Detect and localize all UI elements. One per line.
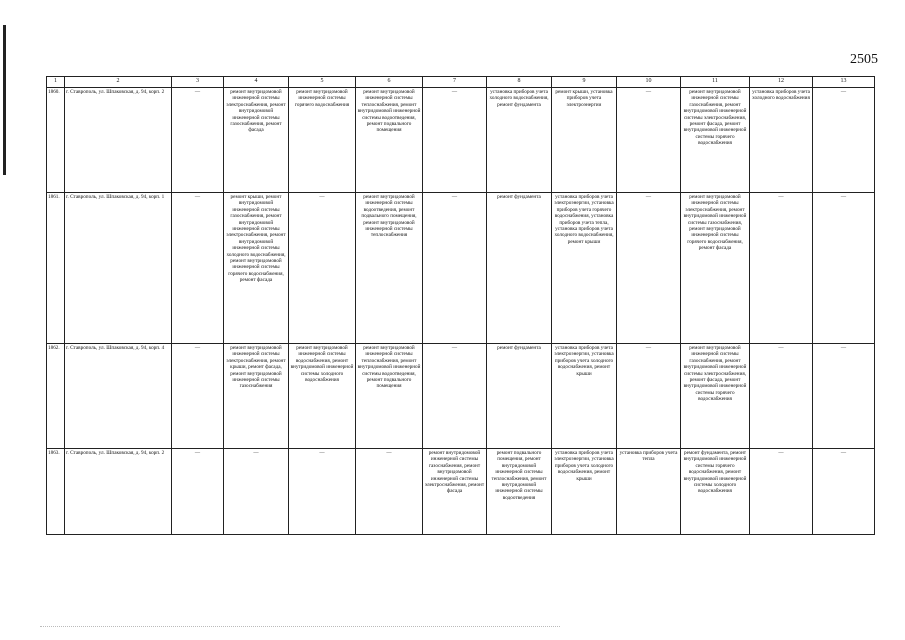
cell-col13: — xyxy=(813,88,875,193)
col-header: 9 xyxy=(552,77,617,88)
cell-col3: — xyxy=(172,344,224,449)
cell-col6: ремонт внутридомовой инженерной системы водоотведения, ремонт подвального помещения, ремонт внутридомовой инженерной системы теплоснабжения xyxy=(356,193,423,344)
cell-col6: ремонт внутридомовой инженерной системы теплоснабжения, ремонт внутридомовой инженерной системы водоотведения, ремонт подвального помещения xyxy=(356,88,423,193)
cell-col11: ремонт внутридомовой инженерной системы газоснабжения, ремонт внутридомовой инженерной системы электроснабжения, ремонт фасада, ремонт внутридомовой инженерной системы горячего водоснабжения xyxy=(681,344,750,449)
cell-col4: ремонт крыши, ремонт внутридомовой инженерной системы газоснабжения, ремонт внутридомовой инженерной системы электроснабжения, ремонт внутридомовой инженерной системы холодного водоснабжения, ремонт внутридомовой инженерной системы горячего водоснабжения, ремонт фасада xyxy=(224,193,289,344)
cell-col13: — xyxy=(813,449,875,535)
row-address: г. Ставрополь, ул. Шпаковская, д. 94, корп. 1 xyxy=(65,193,172,344)
col-header: 4 xyxy=(224,77,289,88)
cell-col11: ремонт внутридомовой инженерной системы газоснабжения, ремонт внутридомовой инженерной системы электроснабжения, ремонт фасада, ремонт внутридомовой инженерной системы горячего водоснабжения xyxy=(681,88,750,193)
col-header: 6 xyxy=(356,77,423,88)
row-number: 1862. xyxy=(47,344,65,449)
col-header: 10 xyxy=(617,77,681,88)
cell-col8: ремонт фундамента xyxy=(487,344,552,449)
cell-col7: — xyxy=(423,344,487,449)
table-row xyxy=(47,449,875,535)
cell-col5: ремонт внутридомовой инженерной системы водоснабжения, ремонт внутридомовой инженерной системы холодного водоснабжения xyxy=(289,344,356,449)
cell-col7: ремонт внутридомовой инженерной системы газоснабжения, ремонт внутридомовой инженерной системы электроснабжения, ремонт фасада xyxy=(423,449,487,535)
cell-col10: — xyxy=(617,193,681,344)
cell-col9: установка приборов учета электроэнергии, установка приборов учета холодного водоснабжения, ремонт крыши xyxy=(552,449,617,535)
cell-col13: — xyxy=(813,344,875,449)
cell-col3: — xyxy=(172,88,224,193)
cell-col5: — xyxy=(289,449,356,535)
row-address: г. Ставрополь, ул. Шпаковская, д. 94, корп. 2 xyxy=(65,88,172,193)
cell-col12: установка приборов учета холодного водоснабжения xyxy=(750,88,813,193)
cell-col10: установка приборов учета тепла xyxy=(617,449,681,535)
cell-col3: — xyxy=(172,193,224,344)
cell-col9: установка приборов учета электроэнергии, установка приборов учета горячего водоснабжения, установка приборов учета тепла, установка приборов учета холодного водоснабжения, ремонт крыши xyxy=(552,193,617,344)
col-header: 1 xyxy=(47,77,65,88)
col-header: 7 xyxy=(423,77,487,88)
cell-col9: установка приборов учета электроэнергии, установка приборов учета холодного водоснабжения, ремонт крыши xyxy=(552,344,617,449)
cell-col6: — xyxy=(356,449,423,535)
repair-schedule-table xyxy=(46,76,875,535)
col-header: 2 xyxy=(65,77,172,88)
cell-col4: ремонт внутридомовой инженерной системы электроснабжения, ремонт внутридомовой инженерной системы газоснабжения, ремонт фасада xyxy=(224,88,289,193)
table-row xyxy=(47,88,875,193)
col-header: 11 xyxy=(681,77,750,88)
cell-col6: ремонт внутридомовой инженерной системы теплоснабжения, ремонт внутридомовой инженерной системы водоотведения, ремонт подвального помещения xyxy=(356,344,423,449)
page-number: 2505 xyxy=(850,52,878,67)
cell-col9: ремонт крыши, установка приборов учета электроэнергии xyxy=(552,88,617,193)
row-number: 1860. xyxy=(47,88,65,193)
col-header: 13 xyxy=(813,77,875,88)
row-number: 1861. xyxy=(47,193,65,344)
cell-col7: — xyxy=(423,193,487,344)
cell-col3: — xyxy=(172,449,224,535)
cell-col10: — xyxy=(617,88,681,193)
cell-col11: ремонт фундамента, ремонт внутридомовой инженерной системы горячего водоснабжения, ремонт внутридомовой инженерной системы холодного водоснабжения xyxy=(681,449,750,535)
col-header: 3 xyxy=(172,77,224,88)
cell-col5: ремонт внутридомовой инженерной системы горячего водоснабжения xyxy=(289,88,356,193)
row-number: 1863. xyxy=(47,449,65,535)
cell-col4: — xyxy=(224,449,289,535)
cell-col7: — xyxy=(423,88,487,193)
cell-col12: — xyxy=(750,344,813,449)
row-address: г. Ставрополь, ул. Шпаковская, д. 94, корп. 4 xyxy=(65,344,172,449)
cell-col8: ремонт подвального помещения, ремонт внутридомовой инженерной системы теплоснабжения, ремонт внутридомовой инженерной системы водоотведения xyxy=(487,449,552,535)
cell-col11: ремонт внутридомовой инженерной системы электроснабжения, ремонт внутридомовой инженерной системы газоснабжения, ремонт внутридомовой инженерной системы горячего водоснабжения, ремонт фасада xyxy=(681,193,750,344)
cell-col12: — xyxy=(750,193,813,344)
cell-col13: — xyxy=(813,193,875,344)
cell-col8: ремонт фундамента xyxy=(487,193,552,344)
scan-edge-mark xyxy=(3,25,6,175)
cell-col12: — xyxy=(750,449,813,535)
row-address: г. Ставрополь, ул. Шпаковская, д. 94, корп. 2 xyxy=(65,449,172,535)
col-header: 5 xyxy=(289,77,356,88)
cell-col8: установка приборов учета холодного водоснабжения, ремонт фундамента xyxy=(487,88,552,193)
table-row xyxy=(47,193,875,344)
scan-noise-line xyxy=(40,626,560,629)
header-row xyxy=(47,77,875,88)
cell-col5: — xyxy=(289,193,356,344)
cell-col10: — xyxy=(617,344,681,449)
col-header: 8 xyxy=(487,77,552,88)
table-row xyxy=(47,344,875,449)
cell-col4: ремонт внутридомовой инженерной системы электроснабжения, ремонт крыши, ремонт фасада, ремонт внутридомовой инженерной системы газоснабжения xyxy=(224,344,289,449)
col-header: 12 xyxy=(750,77,813,88)
